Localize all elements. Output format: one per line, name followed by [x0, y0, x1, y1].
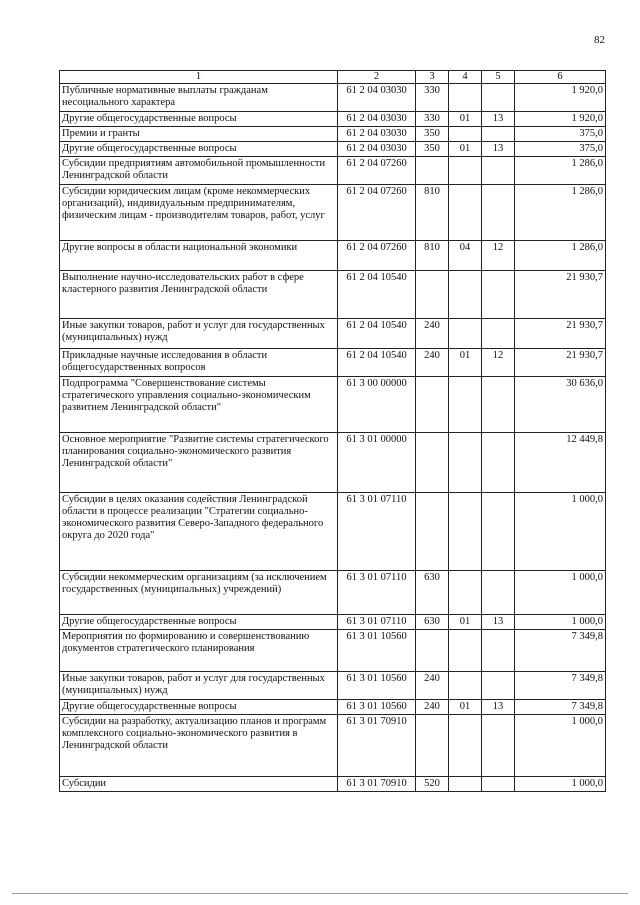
column-header: 3	[416, 71, 449, 84]
cell-c3: 240	[416, 672, 449, 700]
cell-amount: 1 000,0	[515, 493, 606, 571]
cell-code: 61 3 01 70910	[338, 715, 416, 777]
cell-code: 61 2 04 07260	[338, 157, 416, 185]
cell-c4	[449, 571, 482, 615]
cell-code: 61 2 04 10540	[338, 271, 416, 319]
cell-name: Иные закупки товаров, работ и услуг для государственных (муниципальных) нужд	[60, 319, 338, 349]
table-row	[60, 319, 606, 349]
cell-c4	[449, 271, 482, 319]
cell-c5	[482, 271, 515, 319]
cell-c3	[416, 433, 449, 493]
column-header: 5	[482, 71, 515, 84]
cell-amount: 12 449,8	[515, 433, 606, 493]
cell-c4: 01	[449, 112, 482, 127]
cell-name: Мероприятия по формированию и совершенствованию документов стратегического планирования	[60, 630, 338, 672]
cell-c5	[482, 571, 515, 615]
cell-c4	[449, 84, 482, 112]
table-row	[60, 241, 606, 271]
cell-code: 61 3 01 07110	[338, 615, 416, 630]
cell-c3: 240	[416, 319, 449, 349]
cell-code: 61 3 01 07110	[338, 493, 416, 571]
cell-amount: 1 000,0	[515, 715, 606, 777]
cell-c5: 13	[482, 112, 515, 127]
cell-c4	[449, 715, 482, 777]
budget-table	[59, 70, 606, 792]
cell-amount: 1 286,0	[515, 241, 606, 271]
cell-code: 61 2 04 03030	[338, 127, 416, 142]
cell-name: Иные закупки товаров, работ и услуг для государственных (муниципальных) нужд	[60, 672, 338, 700]
table-row	[60, 271, 606, 319]
cell-name: Другие общегосударственные вопросы	[60, 615, 338, 630]
cell-amount: 1 000,0	[515, 777, 606, 792]
cell-name: Субсидии предприятиям автомобильной промышленности Ленинградской области	[60, 157, 338, 185]
header-row	[60, 71, 606, 84]
cell-code: 61 2 04 03030	[338, 84, 416, 112]
cell-c4	[449, 157, 482, 185]
table-row	[60, 185, 606, 241]
cell-code: 61 2 04 07260	[338, 241, 416, 271]
cell-c4	[449, 433, 482, 493]
cell-c5: 13	[482, 615, 515, 630]
table-row	[60, 571, 606, 615]
cell-c4	[449, 127, 482, 142]
cell-c3: 630	[416, 571, 449, 615]
cell-amount: 1 920,0	[515, 112, 606, 127]
column-header: 6	[515, 71, 606, 84]
table-row	[60, 377, 606, 433]
table-row	[60, 700, 606, 715]
cell-name: Субсидии некоммерческим организациям (за исключением государственных (муниципальных) учреждений)	[60, 571, 338, 615]
cell-amount: 7 349,8	[515, 630, 606, 672]
cell-code: 61 2 04 03030	[338, 112, 416, 127]
cell-code: 61 3 00 00000	[338, 377, 416, 433]
cell-c4: 01	[449, 349, 482, 377]
cell-code: 61 3 01 10560	[338, 672, 416, 700]
table-row	[60, 112, 606, 127]
cell-name: Другие вопросы в области национальной экономики	[60, 241, 338, 271]
cell-c4: 04	[449, 241, 482, 271]
cell-c5	[482, 630, 515, 672]
cell-c3: 330	[416, 112, 449, 127]
cell-amount: 1 000,0	[515, 615, 606, 630]
cell-c5	[482, 185, 515, 241]
cell-c3	[416, 157, 449, 185]
cell-amount: 7 349,8	[515, 700, 606, 715]
cell-c3	[416, 377, 449, 433]
cell-c5	[482, 377, 515, 433]
table-row	[60, 493, 606, 571]
cell-c3: 630	[416, 615, 449, 630]
cell-c3: 240	[416, 700, 449, 715]
cell-c4: 01	[449, 615, 482, 630]
column-header: 1	[60, 71, 338, 84]
cell-amount: 375,0	[515, 142, 606, 157]
cell-code: 61 3 01 10560	[338, 700, 416, 715]
cell-code: 61 3 01 70910	[338, 777, 416, 792]
table-row	[60, 142, 606, 157]
table-row	[60, 127, 606, 142]
cell-amount: 21 930,7	[515, 271, 606, 319]
cell-c3: 350	[416, 142, 449, 157]
table-row	[60, 433, 606, 493]
cell-name: Другие общегосударственные вопросы	[60, 112, 338, 127]
cell-c3	[416, 493, 449, 571]
cell-code: 61 2 04 03030	[338, 142, 416, 157]
cell-code: 61 2 04 10540	[338, 319, 416, 349]
column-header: 2	[338, 71, 416, 84]
cell-name: Прикладные научные исследования в области общегосударственных вопросов	[60, 349, 338, 377]
cell-c5	[482, 157, 515, 185]
table-row	[60, 715, 606, 777]
cell-c4	[449, 672, 482, 700]
cell-name: Другие общегосударственные вопросы	[60, 700, 338, 715]
table-row	[60, 84, 606, 112]
table-row	[60, 157, 606, 185]
table-row	[60, 672, 606, 700]
table-row	[60, 630, 606, 672]
cell-name: Другие общегосударственные вопросы	[60, 142, 338, 157]
column-header: 4	[449, 71, 482, 84]
cell-c3: 330	[416, 84, 449, 112]
cell-c4	[449, 185, 482, 241]
cell-code: 61 2 04 10540	[338, 349, 416, 377]
cell-c4: 01	[449, 142, 482, 157]
cell-name: Премии и гранты	[60, 127, 338, 142]
cell-c3: 810	[416, 241, 449, 271]
cell-c4	[449, 319, 482, 349]
cell-name: Основное мероприятие "Развитие системы стратегического планирования социально-экономического развития Ленинградской области"	[60, 433, 338, 493]
cell-amount: 375,0	[515, 127, 606, 142]
cell-name: Субсидии юридическим лицам (кроме некоммерческих организаций), индивидуальным предпринимателям, физическим лицам - производителям товаров, работ, услуг	[60, 185, 338, 241]
cell-c5	[482, 715, 515, 777]
table-row	[60, 615, 606, 630]
page-number: 82	[594, 34, 605, 46]
cell-c3: 520	[416, 777, 449, 792]
cell-c5	[482, 84, 515, 112]
table-row	[60, 777, 606, 792]
cell-c5	[482, 319, 515, 349]
cell-amount: 30 636,0	[515, 377, 606, 433]
cell-c5	[482, 127, 515, 142]
cell-amount: 21 930,7	[515, 319, 606, 349]
cell-name: Субсидии	[60, 777, 338, 792]
cell-amount: 1 286,0	[515, 185, 606, 241]
table-row	[60, 349, 606, 377]
cell-name: Субсидии в целях оказания содействия Ленинградской области в процессе реализации "Стратегии социально-экономического развития Северо-Западного федерального округа до 2020 года"	[60, 493, 338, 571]
cell-c5: 12	[482, 349, 515, 377]
cell-c3	[416, 630, 449, 672]
cell-name: Подпрограмма "Совершенствование системы стратегического управления социально-экономическим развитием Ленинградской области"	[60, 377, 338, 433]
cell-c4	[449, 493, 482, 571]
page-bottom-divider	[12, 893, 628, 894]
cell-code: 61 3 01 07110	[338, 571, 416, 615]
cell-c3: 350	[416, 127, 449, 142]
cell-code: 61 3 01 00000	[338, 433, 416, 493]
cell-c5	[482, 777, 515, 792]
cell-code: 61 2 04 07260	[338, 185, 416, 241]
cell-c4: 01	[449, 700, 482, 715]
cell-c5: 13	[482, 142, 515, 157]
cell-amount: 1 000,0	[515, 571, 606, 615]
cell-c4	[449, 777, 482, 792]
cell-c5	[482, 493, 515, 571]
cell-name: Выполнение научно-исследовательских работ в сфере кластерного развития Ленинградской области	[60, 271, 338, 319]
cell-name: Публичные нормативные выплаты гражданам несоциального характера	[60, 84, 338, 112]
cell-amount: 1 920,0	[515, 84, 606, 112]
cell-amount: 21 930,7	[515, 349, 606, 377]
cell-name: Субсидии на разработку, актуализацию планов и программ комплексного социально-экономического развития в Ленинградской области	[60, 715, 338, 777]
cell-c4	[449, 630, 482, 672]
cell-c5	[482, 433, 515, 493]
cell-c3: 810	[416, 185, 449, 241]
cell-c3	[416, 715, 449, 777]
cell-c5	[482, 672, 515, 700]
cell-c3	[416, 271, 449, 319]
cell-amount: 1 286,0	[515, 157, 606, 185]
cell-c5: 13	[482, 700, 515, 715]
cell-c3: 240	[416, 349, 449, 377]
cell-amount: 7 349,8	[515, 672, 606, 700]
cell-c5: 12	[482, 241, 515, 271]
cell-c4	[449, 377, 482, 433]
cell-code: 61 3 01 10560	[338, 630, 416, 672]
